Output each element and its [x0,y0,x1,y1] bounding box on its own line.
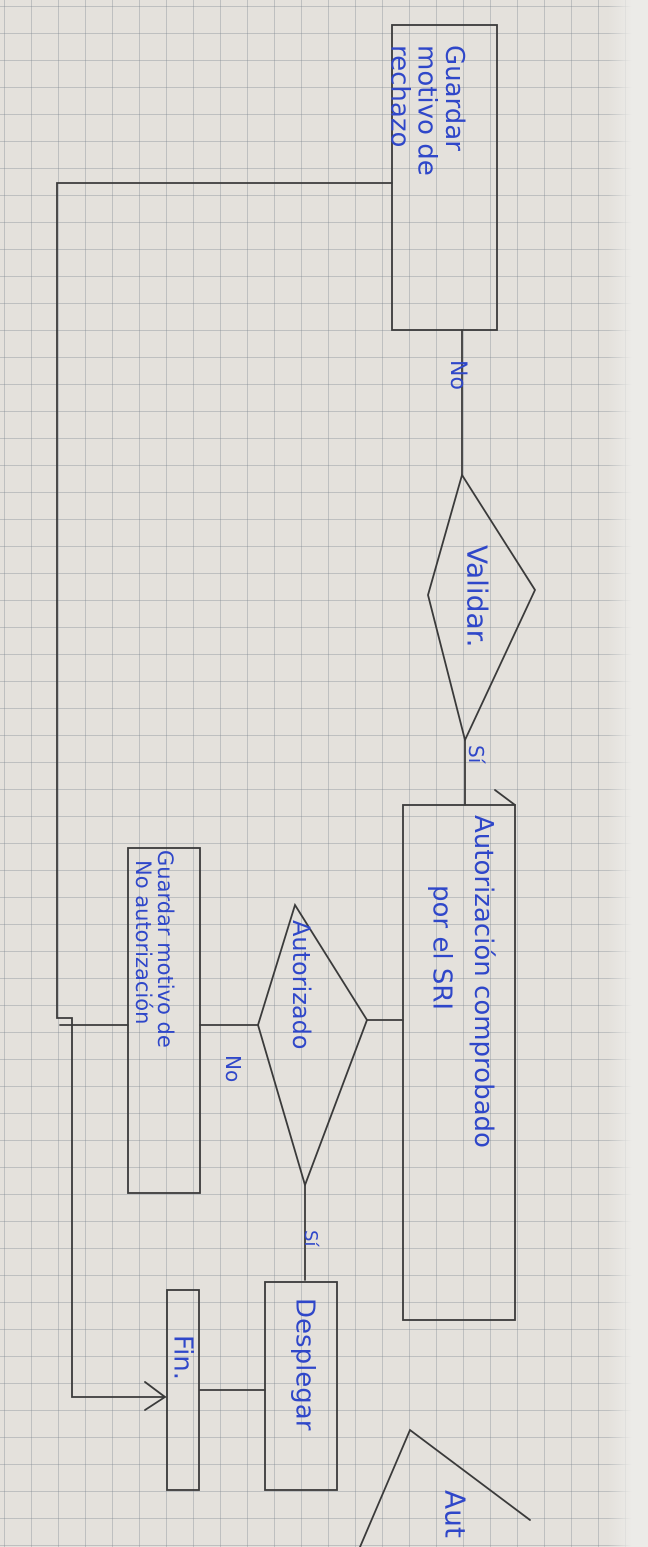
label-validar-si: Sí [464,745,488,764]
text-autorizacion-line-1: Autorización comprobado [468,815,499,1148]
text-guardar-rechazo [385,45,467,305]
label-validar-no: No [445,360,471,390]
label-autorizado-no: No [221,1055,245,1083]
text-autorizacion [420,815,503,1305]
text-validar: Validar. [460,545,494,648]
text-guardar-rechazo-line-2: motivo de [411,45,442,176]
loop-line-rechazo [57,183,392,1397]
text-partial-next: Aut [438,1490,472,1538]
text-guardar-no-autorizacion-line-1: Guardar motivo de [153,850,178,1048]
arrow-head-fin [145,1382,165,1410]
box-fin [167,1290,199,1490]
text-autorizado: Autorizado [287,920,316,1050]
text-guardar-rechazo-line-1: Guardar [438,45,469,151]
text-guardar-rechazo-line-3: rechazo [384,45,415,148]
label-autorizado-si: Sí [299,1230,321,1247]
text-autorizacion-line-2: por el SRI [426,885,457,1011]
text-guardar-no-autorizacion-line-2: No autorización [131,860,156,1025]
text-guardar-no-autorizacion [132,850,176,1190]
text-desplegar: Desplegar [289,1298,320,1431]
text-fin: Fin. [167,1335,198,1381]
box-autorizacion-top-line [495,790,515,805]
